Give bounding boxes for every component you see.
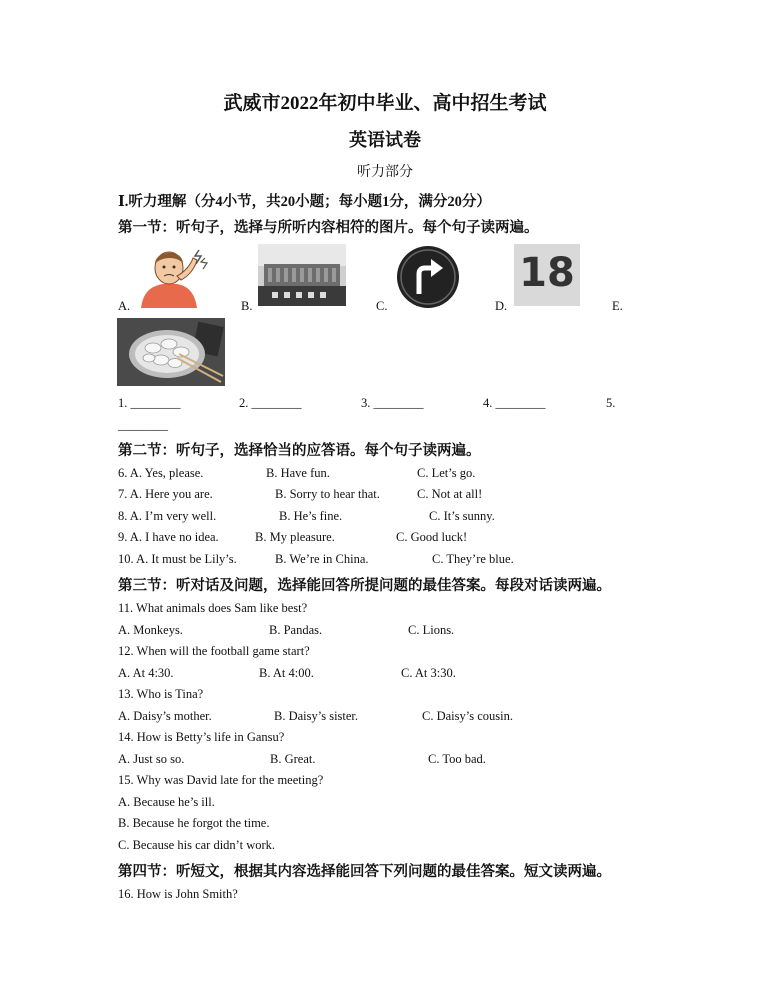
q14-option-c: C. Too bad.: [428, 752, 486, 766]
q13-option-c: C. Daisy’s cousin.: [422, 709, 513, 723]
q8-option-c: C. It’s sunny.: [429, 509, 495, 523]
q13-question: 13. Who is Tina?: [118, 687, 204, 701]
q13-option-b: B. Daisy’s sister.: [274, 709, 359, 723]
q15-option-a: A. Because he’s ill.: [118, 795, 215, 809]
label-c: C.: [376, 299, 388, 313]
q9-option-c: C. Good luck!: [396, 530, 468, 544]
label-e: E.: [612, 299, 623, 313]
blank-2: 2. ________: [239, 396, 302, 410]
blank-3: 3. ________: [361, 396, 424, 410]
q15-question: 15. Why was David late for the meeting?: [118, 773, 324, 787]
q15-option-b: B. Because he forgot the time.: [118, 816, 270, 830]
q11-option-b: B. Pandas.: [269, 623, 323, 637]
label-a: A.: [118, 299, 131, 313]
q16-question: 16. How is John Smith?: [118, 887, 238, 901]
q11-question: 11. What animals does Sam like best?: [118, 601, 308, 615]
picture-d-number-18: [514, 244, 580, 306]
q6-option-a: 6. A. Yes, please.: [118, 466, 204, 480]
picture-a-headache-boy: [137, 242, 211, 308]
q11-option-a: A. Monkeys.: [118, 623, 183, 637]
q10-option-c: C. They’re blue.: [432, 552, 514, 566]
blank-5-line: ________: [118, 418, 168, 432]
section4-heading: 第四节：听短文，根据其内容选择能回答下列问题的最佳答案。短文读两遍。: [118, 864, 611, 880]
q6-option-b: B. Have fun.: [266, 466, 330, 480]
q7-option-b: B. Sorry to hear that.: [275, 487, 380, 501]
exam-title: 武威市2022年初中毕业、高中招生考试: [223, 93, 547, 114]
q13-option-a: A. Daisy’s mother.: [118, 709, 212, 723]
q12-option-a: A. At 4:30.: [118, 666, 174, 680]
q14-question: 14. How is Betty’s life in Gansu?: [118, 730, 285, 744]
part-title: 听力部分: [357, 165, 413, 180]
q12-option-c: C. At 3:30.: [401, 666, 456, 680]
q10-option-a: 10. A. It must be Lily’s.: [118, 552, 237, 566]
q7-option-c: C. Not at all!: [417, 487, 483, 501]
section1-heading: 第一节：听句子，选择与所听内容相符的图片。每个句子读两遍。: [118, 220, 539, 236]
q14-option-a: A. Just so so.: [118, 752, 185, 766]
q15-option-c: C. Because his car didn’t work.: [118, 838, 276, 852]
q11-option-c: C. Lions.: [408, 623, 455, 637]
blank-5: 5.: [606, 396, 616, 410]
q9-option-b: B. My pleasure.: [255, 530, 335, 544]
q7-option-a: 7. A. Here you are.: [118, 487, 213, 501]
q8-option-b: B. He’s fine.: [279, 509, 343, 523]
q8-option-a: 8. A. I’m very well.: [118, 509, 217, 523]
q9-option-a: 9. A. I have no idea.: [118, 530, 219, 544]
label-b: B.: [241, 299, 253, 313]
picture-e-dumplings: [117, 318, 225, 386]
blank-1: 1. ________: [118, 396, 181, 410]
q10-option-b: B. We’re in China.: [275, 552, 369, 566]
sign-number: 18: [519, 250, 575, 296]
q6-option-c: C. Let’s go.: [417, 466, 476, 480]
label-d: D.: [495, 299, 508, 313]
picture-b-library: [258, 244, 346, 306]
section3-heading: 第三节：听对话及问题，选择能回答所提问题的最佳答案。每段对话读两遍。: [118, 578, 611, 594]
q12-option-b: B. At 4:00.: [259, 666, 314, 680]
picture-c-turn-right-sign: [393, 244, 463, 310]
q12-question: 12. When will the football game start?: [118, 644, 310, 658]
section-main-heading: Ⅰ.听力理解（分4小节，共20小题；每小题1分，满分20分）: [118, 194, 491, 210]
section2-heading: 第二节：听句子，选择恰当的应答语。每个句子读两遍。: [118, 443, 481, 459]
exam-subtitle: 英语试卷: [349, 130, 421, 150]
blank-4: 4. ________: [483, 396, 546, 410]
q14-option-b: B. Great.: [270, 752, 316, 766]
